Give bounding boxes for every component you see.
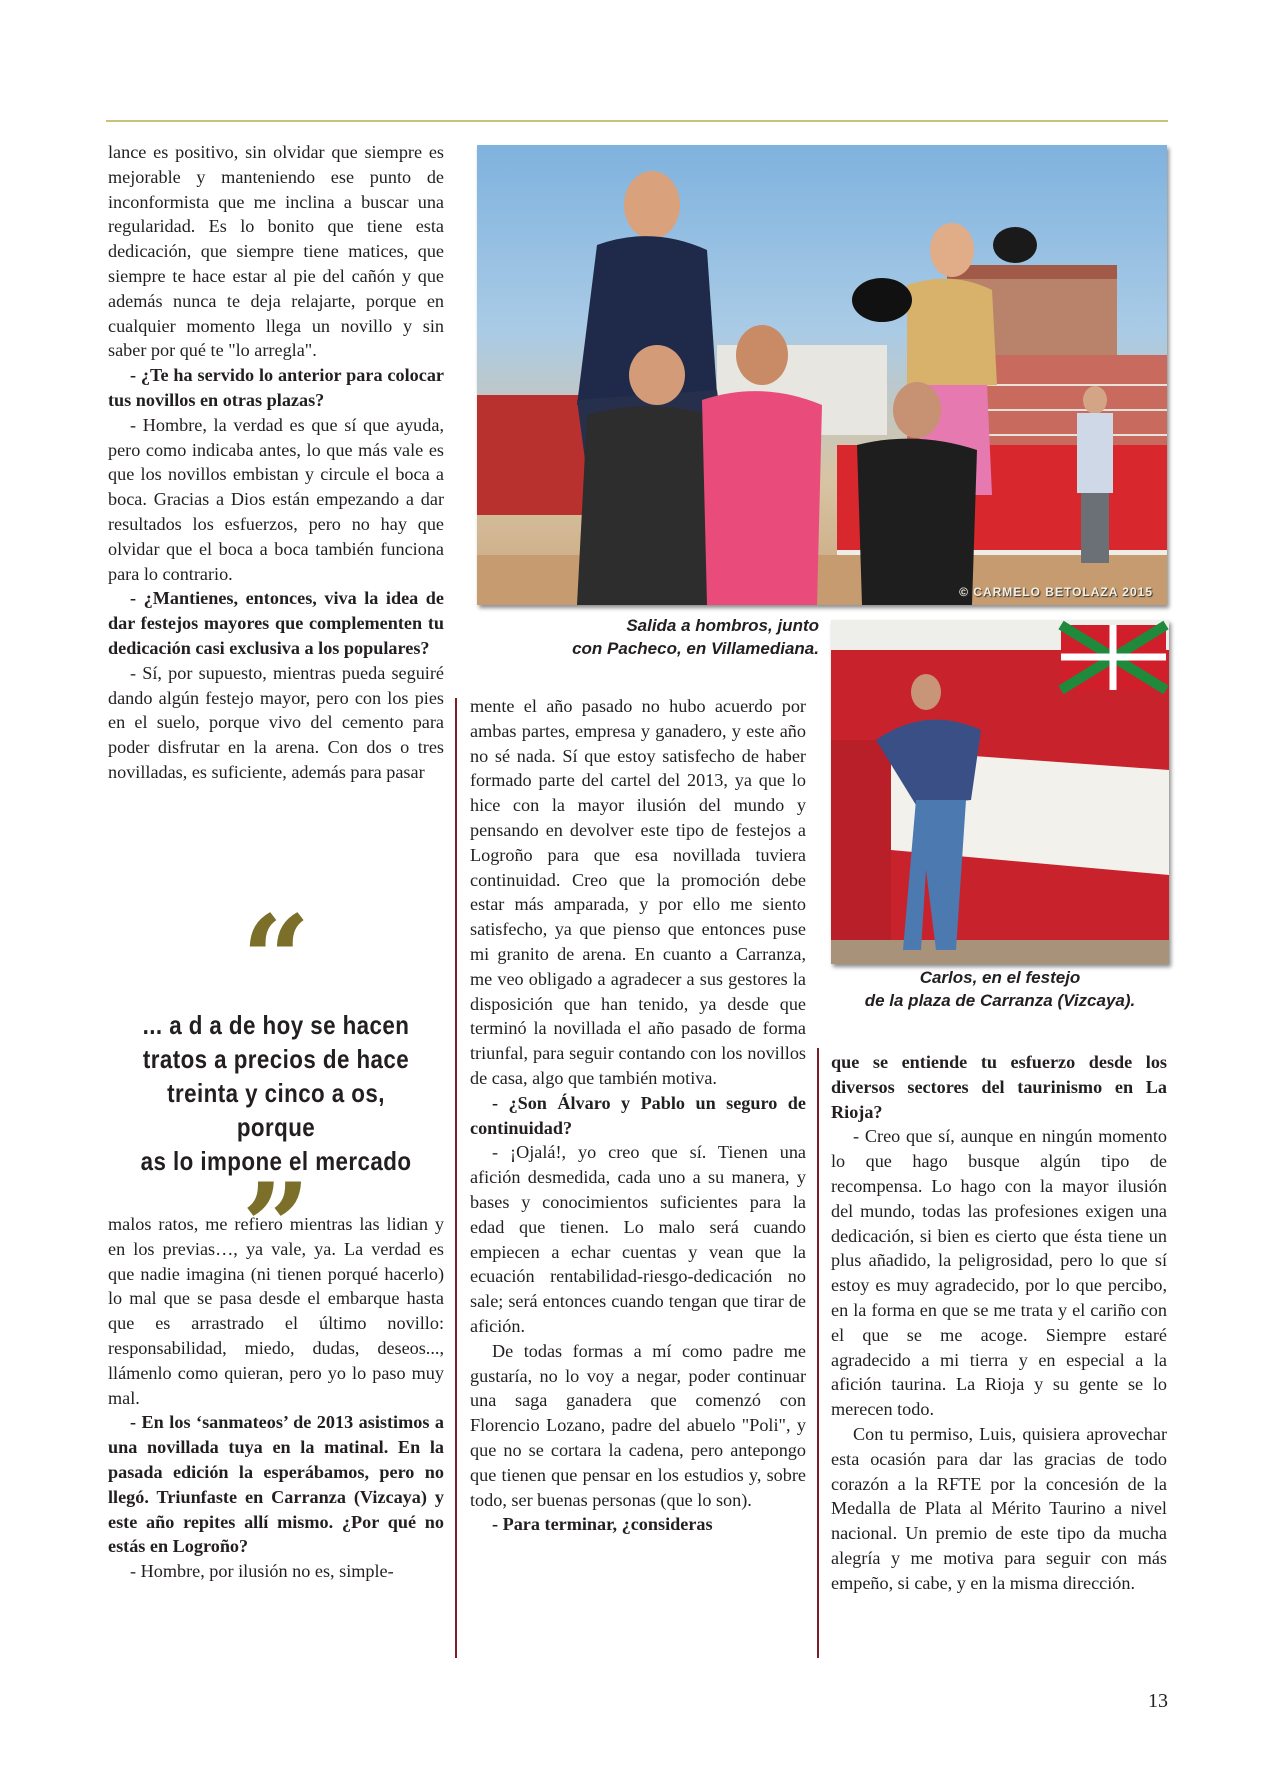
question-continued: que se entiende tu esfuerzo desde los diversos sectores del taurinismo en La Rioja? <box>831 1052 1167 1122</box>
photo-illustration <box>477 145 1167 605</box>
column-3 <box>831 1050 1167 1596</box>
person <box>911 674 941 710</box>
column-1 <box>108 140 444 785</box>
caption-line: con Pacheco, en Villamediana. <box>572 639 819 658</box>
page-number: 13 <box>1148 1690 1168 1712</box>
question: - En los ‘sanmateos’ de 2013 asistimos a una novillada tuya en la matinal. En la pasada edición la esperábamos, pero no llegó. Triunfaste en Carranza (Vizcaya) y este año repites allí mismo. ¿Por qué no estás en Logroño? <box>108 1412 444 1557</box>
paragraph: lance es positivo, sin olvidar que siempre es mejorable y manteniendo ese punto de inconformista que me inclina a buscar una regularidad. Es lo bonito que tiene esta dedicación, que siempre tiene matices, que siempre te hace estar al pie del cañón y que además nunca te deja relajarte, porque en cualquier momento llega un novillo y sin saber por qué te "lo arregla". <box>108 142 444 361</box>
open-quote-mark: “ <box>241 889 311 1030</box>
paragraph: mente el año pasado no hubo acuerdo por ambas partes, empresa y ganadero, y este año no sé nada. Sí que estoy satisfecho de haber formado parte del cartel del 2013, ya que lo hice con la mayor ilusión del mundo y pensando en devolver este tipo de festejos a Logroño para que esa novillada tuviera continuidad. Creo que la promoción debe estar más amparada, y por ello me siento satisfecho, ya que pienso que entonces puse mi granito de arena. En cuanto a Carranza, me veo obligado a agradecer a sus gestores la disposición que han tenido, ya desde que terminó la novillada el año pasado de forma triunfal, para seguir contando con los novillos de casa, algo que también motiva. <box>470 696 806 1088</box>
paragraph: Con tu permiso, Luis, quisiera aprovechar esta ocasión para dar las gracias de todo corazón a la RFTE por la concesión de la Medalla de Plata al Mérito Taurino a nivel nacional. Un premio de este tipo da mucha alegría y me motiva para seguir con más empeño, si cabe, y en la misma dirección. <box>831 1423 1167 1593</box>
photo-caption <box>831 966 1169 1012</box>
caption-line: Carlos, en el festejo <box>919 968 1081 987</box>
burladero <box>831 740 891 950</box>
answer: - Hombre, por ilusión no es, simple- <box>130 1561 394 1582</box>
pull-quote-line: treinta y cinco a os, porque <box>167 1078 385 1142</box>
pull-quote-line: as lo impone el mercado <box>140 1146 412 1176</box>
photo-illustration <box>831 620 1169 964</box>
paragraph: De todas formas a mí como padre me gustaría, no lo voy a negar, poder continuar una saga ganadera que comenzó con Florencio Lozano, padre del abuelo "Poli", y que no se cortara la cadena, pero antepongo que tienen que pensar en los estudios y, sobre todo, ser buenas personas (que lo son). <box>470 1340 806 1510</box>
close-quote-mark: ” <box>241 1157 311 1298</box>
question: - ¿Mantienes, entonces, viva la idea de dar festejos mayores que complementen tu dedicación casi exclusiva a los populares? <box>108 588 444 658</box>
pull-quote-line: tratos a precios de hace <box>142 1044 410 1074</box>
question: - ¿Te ha servido lo anterior para colocar tus novillos en otras plazas? <box>108 365 444 410</box>
paragraph: malos ratos, me refiero mientras las lidian y en los previas…, ya vale, ya. La verdad es que nadie imagina (ni tienen porqué hacerlo) lo mal que se pasa desde el embarque hasta que es arrastrado el último novillo: responsabilidad, miedo, dudas, deseos..., llámenlo como quieran, pero yo lo paso muy mal. <box>108 1214 444 1408</box>
answer: - Sí, por supuesto, mientras pueda seguiré dando algún festejo mayor, pero con los pies en el suelo, porque vivo del cemento para poder disfrutar en la arena. Con dos o tres novilladas, es suficiente, además para pasar <box>108 662 444 782</box>
caption-line: Salida a hombros, junto <box>626 616 819 635</box>
pull-quote-line: ... a d a de hoy se hacen <box>142 1010 410 1040</box>
photo-caption <box>477 614 819 660</box>
question: - ¿Son Álvaro y Pablo un seguro de continuidad? <box>470 1092 806 1138</box>
person <box>624 171 680 239</box>
answer: - Hombre, la verdad es que sí que ayuda, pero como indicaba antes, lo que más vale es que los novillos embistan y circule el boca a boca. Gracias a Dios están empezando a dar resultados los esfuerzos, pero no hay que olvidar que el boca a boca también funciona para lo contrario. <box>108 414 444 584</box>
photo-salida-a-hombros <box>477 145 1167 605</box>
building-roof <box>947 265 1117 279</box>
top-rule <box>106 120 1168 122</box>
ground <box>831 940 1169 964</box>
column-1-continued <box>108 1212 444 1584</box>
caption-line: de la plaza de Carranza (Vizcaya). <box>864 991 1136 1010</box>
column-divider <box>817 1048 819 1658</box>
answer: - Creo que sí, aunque en ningún momento lo que hago busque algún tipo de recompensa. Lo hago con la mayor ilusión del mundo, todas las profesiones exigen una dedicación, si bien es cierto que ésta tiene un plus añadido, la peligrosidad, pero lo que sí estoy es muy agradecido, por lo que percibo, en la forma en que se me trata y el cariño con el que se me acoge. Siempre estaré agradecido a mi tierra y en especial a la afición taurina. La Rioja y su gente se lo merecen todo. <box>831 1126 1167 1420</box>
pull-quote-text <box>132 1008 421 1178</box>
photo-carlos-carranza <box>831 620 1169 964</box>
question: - Para terminar, ¿consideras <box>492 1514 713 1535</box>
column-2 <box>470 694 806 1537</box>
photo-credit: © CARMELO BETOLAZA 2015 <box>959 585 1153 599</box>
column-divider <box>455 698 457 1658</box>
answer: - ¡Ojalá!, yo creo que sí. Tienen una afición desmedida, cada uno a su manera, y bases y conocimientos suficientes para la edad que tienen. Lo malo será cuando empiecen a echar cuentas y vean que la ecuación rentabilidad-riesgo-dedicación no sale; será entonces cuando tengan que tirar de afición. <box>470 1142 806 1336</box>
